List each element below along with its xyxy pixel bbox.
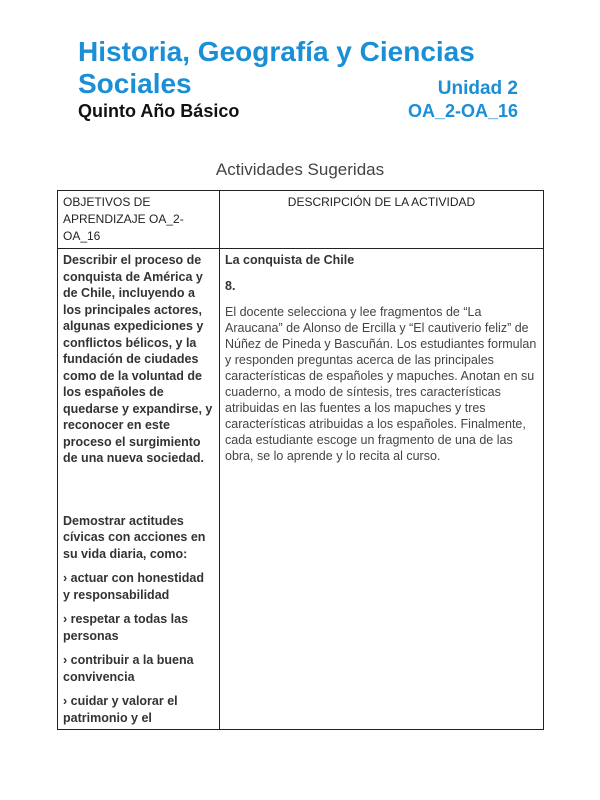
unit-label: Unidad 2 [437,78,518,99]
activity-cell [220,249,544,730]
objectives-column-header: OBJETIVOS DE APRENDIZAJE OA_2-OA_16 [58,191,220,249]
table-row [58,249,544,730]
section-title: Actividades Sugeridas [215,160,385,179]
objective-bullet: › cuidar y valorar el patrimonio y el [63,694,178,725]
oa-range-label: OA_2-OA_16 [407,101,518,121]
objective-oa16-intro: Demostrar actitudes cívicas con acciones en su vida diaria, como: [63,513,206,561]
activities-table [57,190,544,730]
activity-description: El docente selecciona y lee fragmentos de “La Araucana” de Alonso de Ercilla y “El cautiverio feliz” de Núñez de Pineda y Bascuñán. Los estudiantes formulan y responden preguntas acerca de las principales características de españoles y mapuches. Anotan en su cuaderno, a modo de síntesis, tres características atribuidas en las fuentes a los mapuches y tres características atribuidas a los españoles. Finalmente, cada estudiante escoge un fragmento de una de las obra, se lo aprende y lo recita al curso. [225,305,537,463]
activity-number: 8. [225,279,236,293]
table-header-row [58,191,544,249]
objective-bullet: › contribuir a la buena convivencia [63,653,194,684]
spacer [63,467,214,513]
objective-bullet: › actuar con honestidad y responsabilidad [63,571,204,602]
objective-oa2: Describir el proceso de conquista de América y de Chile, incluyendo a los principales actores, algunas expediciones y conflictos bélicos, y la fundación de ciudades como de la voluntad de los españoles de quedarse y expandirse, y reconocer en este proceso el surgimiento de una nueva sociedad. [63,253,213,465]
objective-bullet: › respetar a todas las personas [63,612,189,643]
document-title: Historia, Geografía y Ciencias Sociales [78,36,475,99]
description-column-header: DESCRIPCIÓN DE LA ACTIVIDAD [220,191,544,249]
activity-title: La conquista de Chile [225,253,355,267]
grade-label: Quinto Año Básico [78,101,240,121]
objectives-cell [58,249,220,730]
